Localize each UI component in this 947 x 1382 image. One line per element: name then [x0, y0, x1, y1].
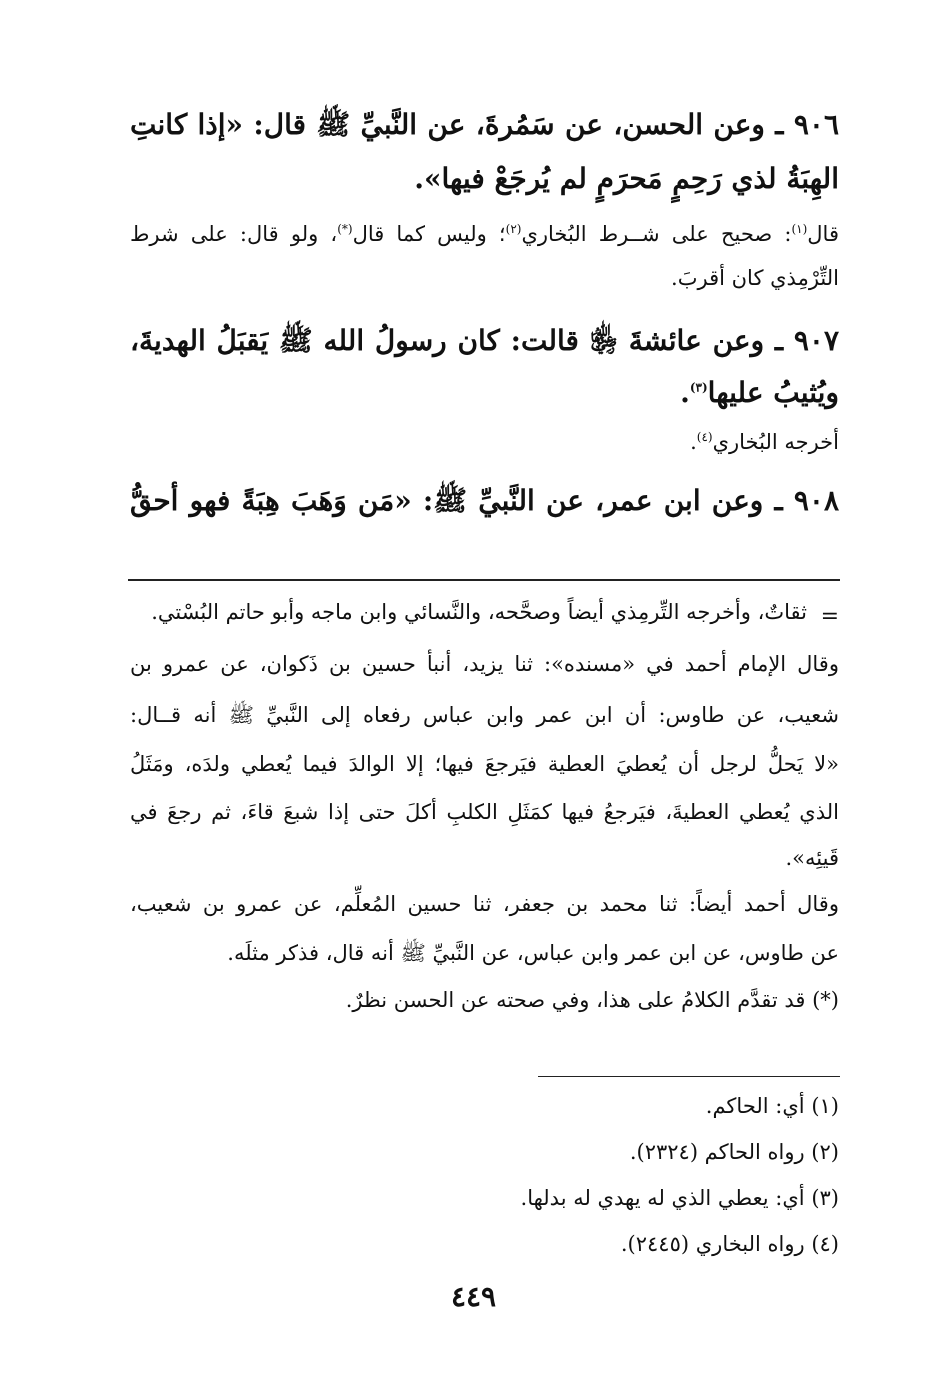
hadith-906-line-2: الهِبَةُ لذي رَحِمٍ مَحرَمٍ لم يُرجَعْ فيها». [414, 162, 839, 195]
comment-text: ، ولو قال: على شرط [130, 222, 338, 246]
footnote-divider [538, 1076, 840, 1077]
comment-text: ؛ وليس كما قال [352, 222, 506, 246]
hadith-907-comment [130, 430, 839, 454]
note-line-8: عن طاوس، عن ابن عمر وابن عباس، عن النَّبيِّ ﷺ أنه قال، فذكر مثلَه. [227, 941, 839, 965]
hadith-text: . [680, 376, 690, 409]
comment-text: قال [807, 222, 839, 246]
hadith-906-comment-line-1 [130, 222, 839, 246]
hadith-908-line-1: ٩٠٨ ـ وعن ابن عمر، عن النَّبيِّ ﷺ: «مَن وَهَبَ هِبَةً فهو أحقُّ [130, 484, 839, 517]
note-line-7: وقال أحمد أيضاً: ثنا محمد بن جعفر، ثنا حسين المُعلِّم، عن عمرو بن شعيب، [130, 892, 839, 916]
note-line-6: قَيئِه». [785, 846, 839, 870]
footnote-ref: (١) [791, 222, 808, 236]
note-line-2: وقال الإمام أحمد في «مسنده»: ثنا يزيد، أنبأ حسين بن ذَكوان، عن عمرو بن [130, 652, 839, 676]
comment-text: . [690, 430, 697, 454]
comment-text: أخرجه البُخاري [712, 430, 839, 454]
note-line-5: الذي يُعطي العطيةَ، فيَرجعُ فيها كمَثَلِ الكلبِ أكلَ حتى إذا شبعَ قاءَ، ثم رجعَ في [130, 800, 839, 824]
footnote-1: (١) أي: الحاكم. [705, 1094, 839, 1118]
footnote-2: (٢) رواه الحاكم (٢٣٢٤). [629, 1140, 839, 1164]
note-line-4: «لا يَحلُّ لرجل أن يُعطيَ العطية فيَرجعَ فيها؛ إلا الوالدَ فيما يُعطي ولدَه، ومَثَلُ [130, 752, 839, 776]
footnote-ref: (٣) [689, 380, 708, 395]
section-divider [128, 579, 840, 581]
footnote-ref: (٢) [505, 222, 522, 236]
continuation-mark: = [820, 604, 839, 629]
hadith-906-line-1: ٩٠٦ ـ وعن الحسن، عن سَمُرةَ، عن النَّبيِّ ﷺ قال: «إذا كانتِ [130, 108, 839, 141]
footnote-ref: (٤) [696, 430, 713, 444]
hadith-text: ويُثيبُ عليها [707, 376, 839, 409]
hadith-907-line-1: ٩٠٧ ـ وعن عائشةَ ﵂ قالت: كان رسولُ الله ﷺ يَقبَلُ الهديةَ، [130, 324, 839, 357]
page-number: ٤٤٩ [450, 1280, 497, 1313]
comment-text: : صحيح على شــرط البُخاري [521, 222, 792, 246]
footnote-ref: (*) [337, 222, 353, 236]
note-line-9: (*) قد تقدَّم الكلامُ على هذا، وفي صحته عن الحسن نظرٌ. [345, 988, 839, 1012]
hadith-907-line-2 [130, 376, 839, 409]
hadith-906-comment-line-2: التِّرْمِذي كان أقربَ. [671, 266, 839, 290]
note-line-1: ثقاتٌ، وأخرجه التِّرمِذي أيضاً وصحَّحه، والنَّسائي وابن ماجه وأبو حاتم البُسْتي. [151, 600, 807, 624]
footnote-4: (٤) رواه البخاري (٢٤٤٥). [620, 1232, 839, 1256]
footnote-3: (٣) أي: يعطي الذي له يهدي له بدلها. [520, 1186, 839, 1210]
note-line-3: شعيب، عن طاوس: أن ابن عمر وابن عباس رفعاه إلى النَّبيِّ ﷺ أنه قــال: [130, 703, 839, 727]
